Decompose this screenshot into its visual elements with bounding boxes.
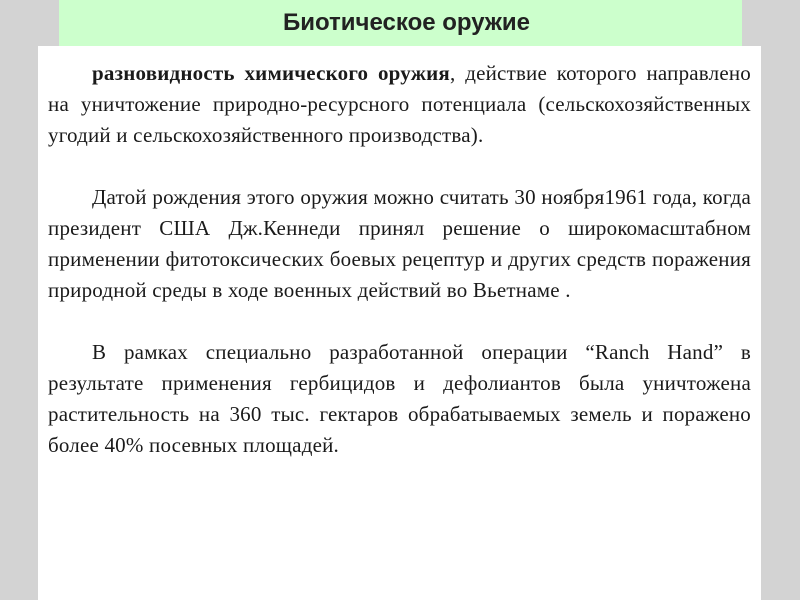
definition-term: разновидность химического оружия xyxy=(92,61,450,85)
slide-title: Биотическое оружие xyxy=(282,9,531,36)
slide-content xyxy=(38,46,761,600)
slide-title-bar xyxy=(59,0,742,46)
paragraph-definition xyxy=(48,58,751,151)
paragraph-history: Датой рождения этого оружия можно считать 30 ноября1961 года, когда президент США Дж.Кеннеди принял решение о широкомасштабном применении фитотоксических боевых рецептур и других средств поражения природной среды в ходе военных действий во Вьетнаме . xyxy=(48,185,751,302)
definition-text: , действие которого направлено на уничтожение природно-ресурсного потенциала (сельскохозяйственных угодий и сельскохозяйственного производства). xyxy=(48,61,751,147)
paragraph-operation: В рамках специально разработанной операции “Ranch Hand” в результате применения гербицидов и дефолиантов была уничтожена растительность на 360 тыс. гектаров обрабатываемых земель и поражено более 40% посевных площадей. xyxy=(48,340,751,457)
